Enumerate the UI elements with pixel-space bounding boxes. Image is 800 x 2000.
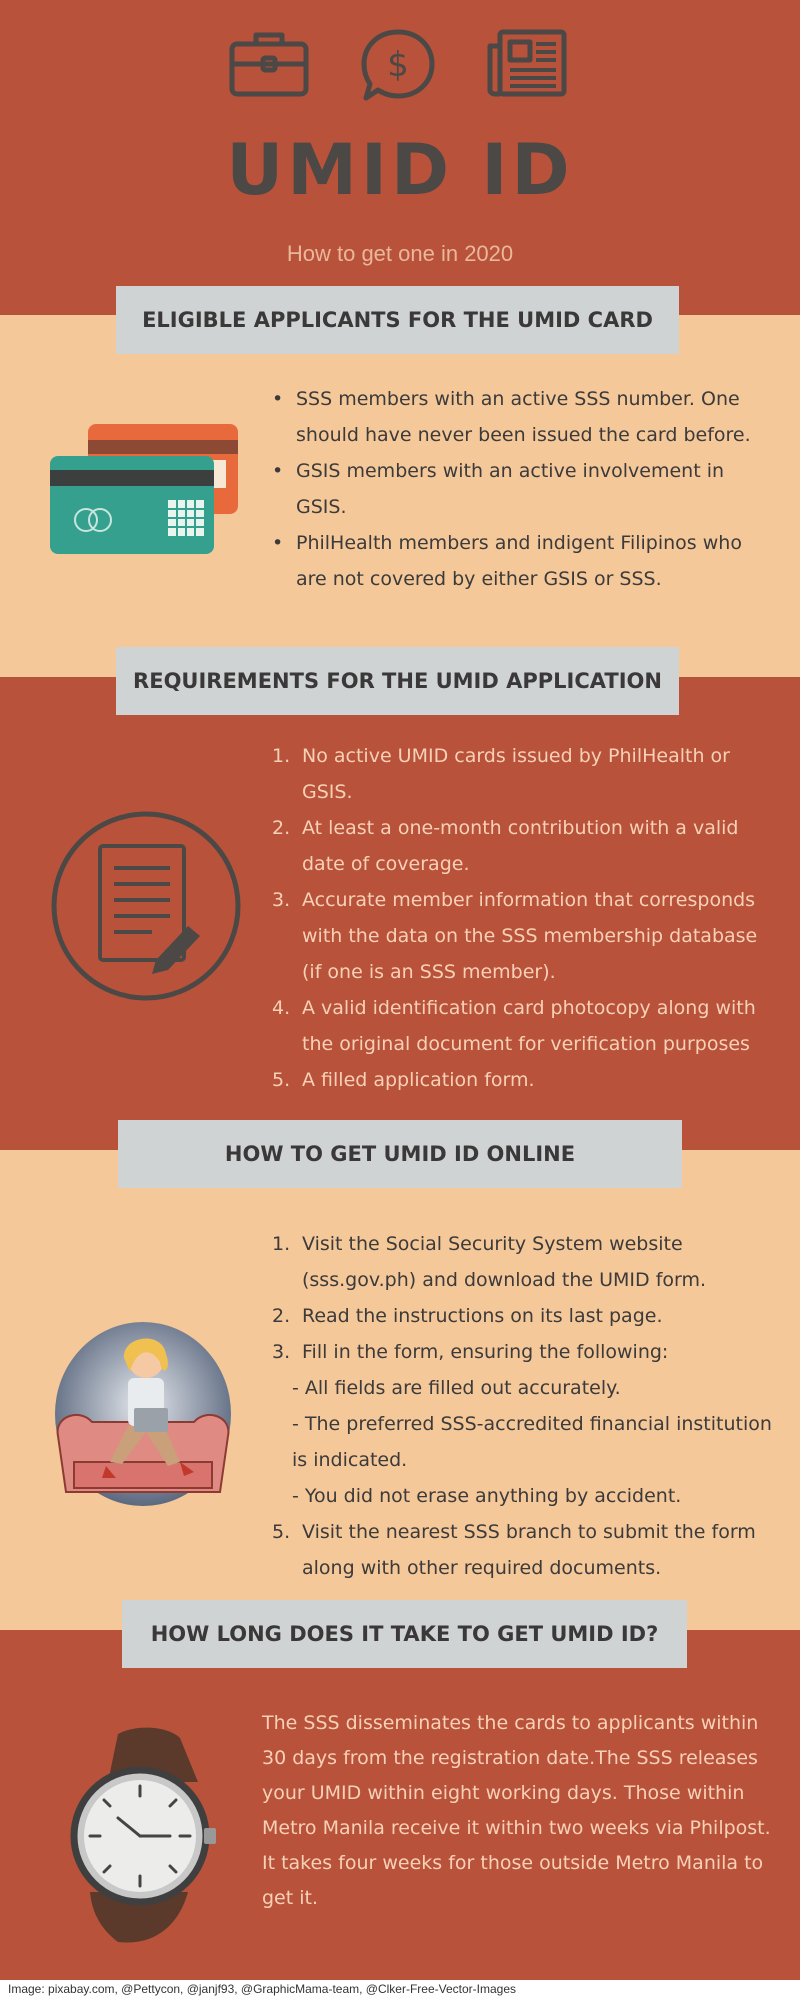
- online-steps-list: [272, 1226, 772, 1586]
- list-item: 3. Accurate member information that corresponds with the data on the SSS membership database (if one is an SSS member).: [272, 889, 758, 983]
- wristwatch-icon: [48, 1724, 234, 1948]
- list-item: 5. A filled application form.: [272, 1069, 535, 1091]
- newspaper-icon: [486, 28, 568, 98]
- svg-text:$: $: [387, 45, 409, 85]
- image-credit: Image: pixabay.com, @Pettycon, @janjf93, @GraphicMama-team, @Clker-Free-Vector-Images: [8, 1982, 517, 1996]
- dollar-speech-icon: [360, 28, 436, 104]
- page-subtitle: How to get one in 2020: [286, 241, 514, 266]
- list-item: • GSIS members with an active involvement in GSIS.: [266, 453, 766, 525]
- list-item: 2. At least a one-month contribution with a valid date of coverage.: [272, 817, 739, 875]
- list-item: 1. Visit the Social Security System website (sss.gov.ph) and download the UMID form.: [272, 1233, 707, 1291]
- briefcase-icon: [228, 28, 310, 98]
- list-item: 5. Visit the nearest SSS branch to submit the form along with other required documents.: [272, 1521, 756, 1579]
- eligible-heading: ELIGIBLE APPLICANTS FOR THE UMID CARD: [116, 286, 679, 354]
- requirements-heading: REQUIREMENTS FOR THE UMID APPLICATION: [116, 647, 679, 715]
- woman-laptop-illustration: [50, 1316, 236, 1506]
- online-heading: HOW TO GET UMID ID ONLINE: [118, 1120, 682, 1188]
- list-subitem: - The preferred SSS-accredited financial institution is indicated.: [292, 1413, 772, 1471]
- list-item: 1. No active UMID cards issued by PhilHealth or GSIS.: [272, 745, 730, 803]
- eligible-list: [266, 381, 766, 597]
- duration-text: The SSS disseminates the cards to applicants within 30 days from the registration date.The SSS releases your UMID within eight working days. Those within Metro Manila receive it within two weeks via Philpost. It takes four weeks for those outside Metro Manila to get it.: [262, 1712, 771, 1909]
- duration-heading: HOW LONG DOES IT TAKE TO GET UMID ID?: [122, 1600, 687, 1668]
- list-item: 4. A valid identification card photocopy along with the original document for verification purposes: [272, 997, 756, 1055]
- list-item: 2. Read the instructions on its last page.: [272, 1305, 663, 1327]
- credit-cards-icon: [48, 424, 244, 556]
- list-item: 3. Fill in the form, ensuring the following:: [272, 1341, 669, 1363]
- top-icon-row: [0, 28, 800, 98]
- document-edit-icon: [48, 808, 244, 1004]
- page-title: UMID ID: [226, 129, 574, 211]
- requirements-list: [272, 738, 762, 1098]
- list-subitem: - You did not erase anything by accident.: [292, 1485, 682, 1507]
- list-item: • SSS members with an active SSS number. One should have never been issued the card before.: [266, 381, 766, 453]
- list-subitem: - All fields are filled out accurately.: [292, 1377, 621, 1399]
- list-item: • PhilHealth members and indigent Filipinos who are not covered by either GSIS or SSS.: [266, 525, 766, 597]
